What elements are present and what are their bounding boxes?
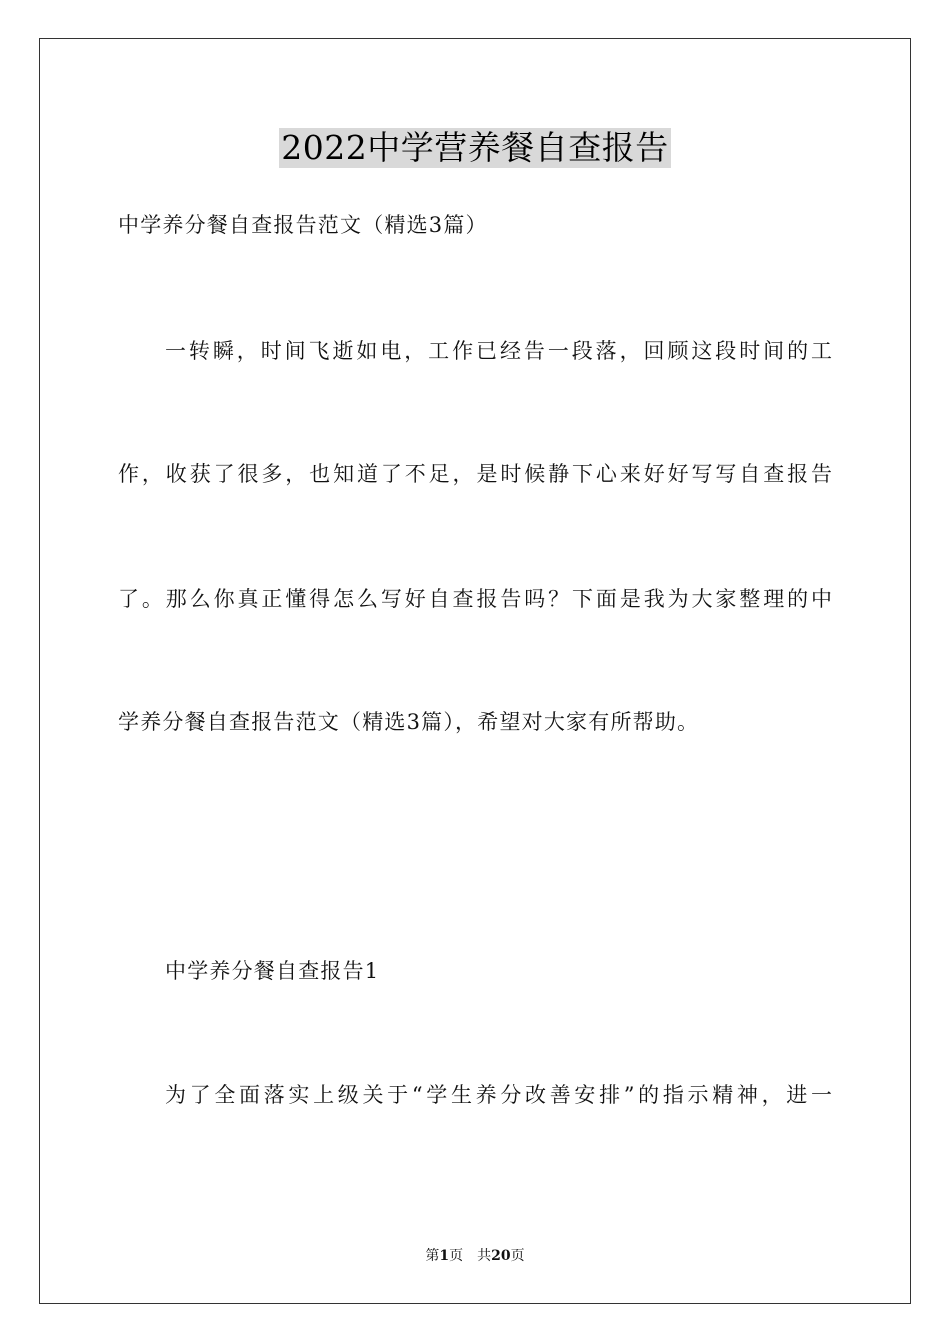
intro-line-2: 作，收获了很多，也知道了不足，是时候静下心来好好写写自查报告: [118, 462, 832, 486]
document-title: 2022中学营养餐自查报告: [281, 128, 669, 167]
footer-page-suffix: 页: [510, 1248, 525, 1264]
document-subtitle: 中学养分餐自查报告范文（精选3篇）: [118, 213, 488, 237]
section-heading: 中学养分餐自查报告1: [165, 959, 380, 983]
intro-line-3: 了。那么你真正懂得怎么写好自查报告吗？下面是我为大家整理的中: [118, 587, 832, 611]
footer-page-mid: 页 共: [449, 1248, 492, 1264]
intro-line-1: 一转瞬，时间飞逝如电，工作已经告一段落，回顾这段时间的工: [165, 339, 832, 363]
footer-page-prefix: 第: [425, 1248, 440, 1264]
body-line-1: 为了全面落实上级关于“学生养分改善安排”的指示精神，进一: [165, 1083, 832, 1107]
intro-line-4: 学养分餐自查报告范文（精选3篇），希望对大家有所帮助。: [118, 710, 700, 734]
footer-page-total: 20: [491, 1248, 511, 1264]
title-container: [0, 128, 950, 168]
footer-page-current: 1: [439, 1248, 450, 1264]
page-footer: [0, 1247, 950, 1265]
